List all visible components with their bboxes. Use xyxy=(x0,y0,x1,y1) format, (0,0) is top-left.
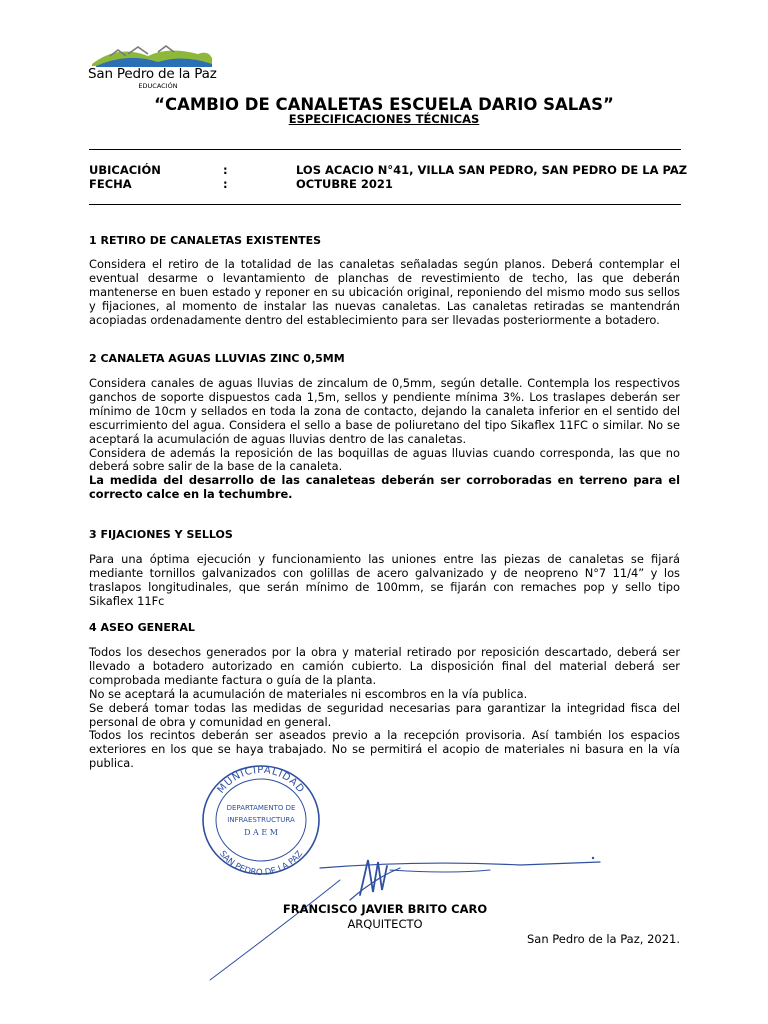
brand-subtitle: EDUCACIÓN xyxy=(138,82,178,90)
section-3-paragraph: Para una óptima ejecución y funcionamiento las uniones entre las piezas de canaletas se fijará mediante tornillos galvanizados con golillas de acero galvanizado y de neopreno N°7 11/4” y los traslapos longitudinales, que serán mínimo de 100mm, se fijarán con remaches pop y sello tipo Sikaflex 11Fc xyxy=(89,552,680,608)
signer-role: ARQUITECTO xyxy=(347,917,423,931)
date-separator: : xyxy=(223,177,228,191)
section-1-title: 1 RETIRO DE CANALETAS EXISTENTES xyxy=(89,234,322,247)
seal-top-text: MUNICIPALIDAD xyxy=(215,764,307,796)
section-4-title: 4 ASEO GENERAL xyxy=(89,621,195,634)
date-value: OCTUBRE 2021 xyxy=(296,177,393,191)
section-2-body xyxy=(89,377,680,502)
section-2-bold-note: La medida del desarrollo de las canaleteas deberán ser corroboradas en terreno para el correcto calce en la techumbre. xyxy=(89,473,680,502)
section-4-paragraph: Todos los desechos generados por la obra y material retirado por reposición descartado, deberá ser llevado a botadero autorizado en camión cubierto. La disposición final del material deberá ser comprobada mediante factura o guía de la planta. xyxy=(89,645,680,687)
section-3-title: 3 FIJACIONES Y SELLOS xyxy=(89,528,233,541)
header-rule-bottom xyxy=(89,204,681,205)
place-date: San Pedro de la Paz, 2021. xyxy=(526,932,680,946)
section-4-paragraph-2: No se aceptará la acumulación de materiales ni escombros en la vía publica. xyxy=(89,686,528,701)
section-2-paragraph-2: Considera de además la reposición de las boquillas de aguas lluvias cuando corresponda, las que no deberá sobre salir de la base de la canaleta. xyxy=(89,445,680,474)
seal-bottom-text: SAN PEDRO DE LA PAZ xyxy=(216,849,306,877)
seal-line-2: INFRAESTRUCTURA xyxy=(227,816,295,824)
section-4-paragraph-3: Se deberá tomar todas las medidas de seguridad necesarias para garantizar la integridad fisca del personal de obra y comunidad en general. xyxy=(89,700,680,729)
section-4-paragraph-4: Todos los recintos deberán ser aseados previo a la recepción provisoria. Así también los espacios exteriores en los que se haya trabajado. No se permitirá el acopio de materiales ni basura en la vía publica. xyxy=(89,728,680,771)
seal-line-3: D A E M xyxy=(244,828,278,837)
document-title: “CAMBIO DE CANALETAS ESCUELA DARIO SALAS” xyxy=(154,95,614,114)
section-2-paragraph: Considera canales de aguas lluvias de zincalum de 0,5mm, según detalle. Contempla los respectivos ganchos de soporte dispuestos cada 1,5m, sellos y pendiente mínima 3%. Los traslapes deberán ser mínimo de 10cm y sellados en toda la zona de contacto, dejando la canaleta inferior en el sentido del escurrimiento del agua. Considera el sello a base de poliuretano del tipo Sikaflex 11FC o similar. No se aceptará la acumulación de aguas lluvias dentro de las canaletas. xyxy=(89,376,680,446)
location-separator: : xyxy=(223,163,228,177)
seal-line-1: DEPARTAMENTO DE xyxy=(226,804,296,812)
signer-name: FRANCISCO JAVIER BRITO CARO xyxy=(282,902,488,916)
header-rule-top xyxy=(89,149,681,150)
document-subtitle: ESPECIFICACIONES TÉCNICAS xyxy=(288,112,480,126)
location-value: LOS ACACIO N°41, VILLA SAN PEDRO, SAN PEDRO DE LA PAZ xyxy=(296,163,688,177)
location-label: UBICACIÓN xyxy=(89,163,161,177)
section-1-paragraph: Considera el retiro de la totalidad de las canaletas señaladas según planos. Deberá contemplar el eventual desarme o levantamiento de planchas de revestimiento de techo, las que deberán mantenerse en buen estado y reponer en su ubicación original, reponiendo del mismo modo sus sellos y fijaciones, al momento de instalar las nuevas canaletas. Las canaletas retiradas se mantendrán acopiadas ordenadamente dentro del establecimiento para ser llevadas posteriormente a botadero. xyxy=(89,257,680,327)
date-label: FECHA xyxy=(89,177,132,191)
section-2-title: 2 CANALETA AGUAS LLUVIAS ZINC 0,5MM xyxy=(89,352,345,365)
brand-name: San Pedro de la Paz xyxy=(88,66,217,82)
section-4-body xyxy=(89,646,680,771)
